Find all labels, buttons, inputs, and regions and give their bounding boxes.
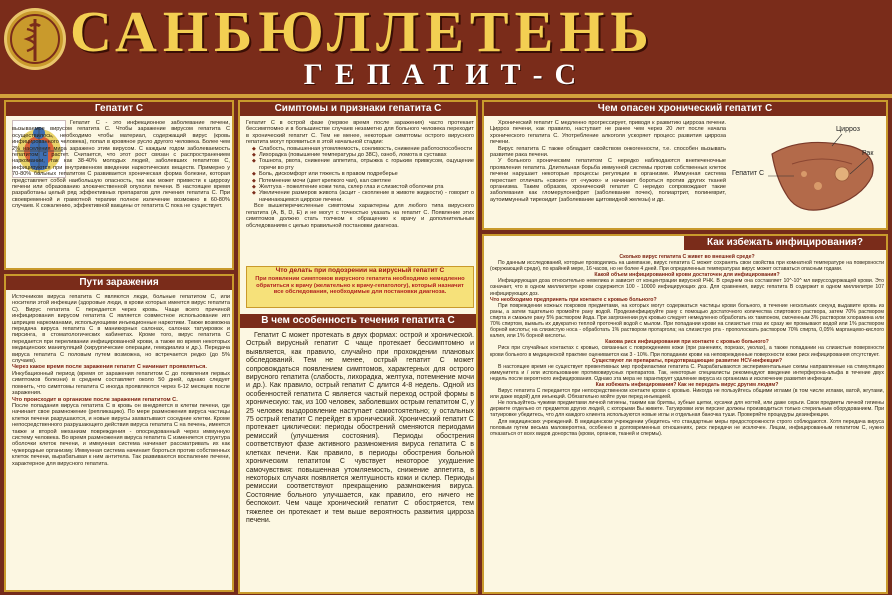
suspicion-title: Что делать при подозрении на вирусный гепатит С: [275, 267, 445, 274]
chronic-paragraph-3: У больного хроническим гепатитом С нередко наблюдаются внепеченочные проявления гепатита. Длительная борьба иммунной системы против собственных клеток печени нарушает некоторые процессы регуляции в организме. Иммунная система перестает отличать «своих» от «чужих» и начинает бороться против других тканей организма. Таким образом, хронический гепатит С нередко сопровождают такие заболевания как гломерулонефрит (заболевание почек), полиартрит, полиневрит, аутоиммунный тиреоидит (заболевание щитовидной железы) и др.: [490, 158, 726, 203]
symptom-item: ◆ Боль, дискомфорт или тяжесть в правом подреберье: [252, 171, 474, 177]
prevention-answer-2: Инфицирующая доза относительно невелика и зависит от концентрации вирусной РНК. В среднем она составляет 10^-10^ мл вируссодержащей крови. Это означает, что в одном миллилитре крови содержится 100 - 10000 инфицирующих доз. Для сравнения, вирус гепатита В содержит в одном миллилитре 107 инфицирующих доз.: [490, 278, 884, 297]
transmission-question-2: Что происходит в организме после заражения гепатитом С.: [12, 396, 178, 403]
prevention-question-2: Какой объем инфицированной крови достаточен для инфицирования?: [594, 272, 780, 279]
prevention-question-4: Какова риск инфицирования при контакте с кровью больного?: [605, 339, 769, 346]
transmission-question-1: Через какое время после заражения гепатит С начинает проявляться.: [12, 364, 207, 371]
symptom-item: ◆ Слабость, повышенная утомляемость, сонливость, снижение работоспособности: [252, 146, 474, 152]
hepatitis-c-heading: Гепатит С: [6, 102, 232, 116]
transmission-paragraph-3: После попадания вируса гепатита С в кровь он внедряется в клетки печени, где начинает свое размножение (репликацию). По мере размножения вируса частицы клетки печени разрушаются, и новые вирусы захватывают соседние клетки. Кроме непосредственного разрушающего действия вируса гепатита С на печень, имеется также и второй механизм повреждения - опосредованный через иммунную систему человека. Во время размножения вируса гепатита С изменяется структура оболочки клеток печени, и иммунная система начинает рассматривать их как чужеродные организму. Иммунная система начинает бороться против собственных клеток печени, вырабатывая к ним антитела. Так развиваются воспаление печени, характерное для вирусного гепатита.: [12, 402, 230, 467]
symptom-item: ◆ Увеличение размеров живота (асцит - скопление в животе жидкости) - говорит о начинающемся циррозе печени.: [252, 190, 474, 203]
hepatitis-c-panel: [4, 100, 234, 270]
suspicion-text: При появлении симптомов вирусного гепатита необходимо немедленно обратиться к врачу (желательно к врачу-гепатологу), который назначит все обследования, необходимые для постановки диагноза.: [255, 276, 465, 296]
chronic-text: [490, 120, 726, 230]
prevention-answer-5: В настоящее время не существует превентивных мер профилактики гепатита С. Разрабатываются экспериментальные схемы направленные на стимуляцию иммунитета и / или использование противовирусных препаратов. Так, некоторые специалисты рекомендуют введение интерферона-альфа в течение двух недель после вероятного инфицирования. Однако эта мера не гарантирует удаление вируса из организма и исключение развития инфекции.: [490, 363, 884, 382]
bulletin-title: САНБЮЛЛЕТЕНЬ: [70, 0, 655, 64]
course-text: Гепатит С может протекать в двух формах: острой и хронической. Острый вирусный гепатит С чаще протекает бессимптомно и выявляется, как правило, случайно при прохождении плановых обследований. Тем не менее, острый гепатит С может сопровождаться появлением симптомов, характерных для острого вирусного гепатита (слабость, лихорадка, желтуха, потемнение мочи и др.). Как правило, острый гепатит С длится 4-8 недель. Одной из особенностей гепатита С является частый переход острой формы в хроническую: так, из 100 человек, заболевших острым гепатитом С, у 25 человек выздоровление наступает самостоятельно; у остальных 75 острый гепатит С перейдет в хронический. Хронический гепатит С протекает циклически: периоды обострений сменяются периодами ремиссий (улучшения состояния). Периоды обострения соответствуют фазе активного размножения вируса гепатита С в клетках печени. Как правило, в периоды обострения больной хроническим гепатитом С чувствует некоторое ухудшение самочувствия: повышенная утомляемость, снижение аппетита, в некоторых случаях появляется желтушность кожи и склер. Периоды ремиссии соответствуют прекращению размножения вируса. Состояние больного улучшается, как правило, его ничего не беспокоит. Чем чаще хронический гепатит С обостряется, тем тяжелее он протекает и тем выше вероятность развития цирроза печени.: [246, 332, 474, 524]
symptoms-intro: Гепатит С в острой фазе (первое время после заражения) часто протекает бессимптомно и в большинстве случаев незаметно для больного человека переходит в хронический гепатит С. Тем не менее, некоторые симптомы острого вирусного гепатита могут проявиться в этой начальной стадии:: [246, 120, 474, 146]
transmission-paragraph-1: Источником вируса гепатита С являются люди, больные гепатитом С, или носители этой инфекции (здоровые люди, в крови которых имеется вирус гепатита С). Вирус гепатита С передается через кровь. Чаще всего причиной инфицирования вирусом гепатита С является совместное использование игл шприцев наркоманами, использующими инъекционные наркотики. Также возможна передача вируса гепатита С в маникюрных салонах, салонах татуировок и пирсинга, в стоматологических кабинетах. Кроме того, вирус гепатита С передается при переливании инфицированной крови, а также во время некоторых медицинских манипуляций (хирургические операции, гемодиализ и др.). Передача вируса гепатита С половым путем возможна, но встречается редко (до 5% случаев).: [12, 294, 230, 365]
hepatitis-label: Гепатит С: [732, 170, 765, 177]
symptom-item: ◆ Лихорадка (повышение температуры до 38С), озноб, ломота в суставах: [252, 152, 474, 158]
prevention-question-1: Сколько вирус гепатита С живет во внешней среде?: [619, 254, 755, 260]
transmission-paragraph-2: Инкубационный период (время от заражения гепатитом С до появления первых симптомов болезни) в среднем составляет около 50 дней, однако следует помнить, что симптомы гепатита С иногда проявляются через 6-12 месяцев после заражения.: [12, 370, 230, 397]
cancer-label: Рак: [862, 150, 874, 157]
symptom-item: ◆ Тошнота, рвота, снижение аппетита, отрыжка с горьким привкусом, ощущение горечи во рту: [252, 158, 474, 171]
chronic-paragraph-2: Вирус гепатита С также обладает свойством онкогенности, т.е. способен вызывать развитие рака печени.: [490, 145, 726, 159]
prevention-text: [490, 254, 884, 592]
suspicion-box: [246, 266, 474, 308]
prevention-answer-6: Вирус гепатита С передается при непосредственном контакте крови с кровью. Никогда не пользуйтесь общими иглами (в том числе иглами, ватой, жгутами, или даже водой) для инъекций. Обязательно мойте руки перед инъекцией.: [490, 388, 884, 401]
prevention-answer-1: По данным исследований, которые проводились на шимпанзе, вирус гепатита С может сохранять свои свойства при комнатной температуре на поверхности (окружающей среде), по крайней мере, 16 часов, но не более 4 дней. При определенных температурах вирус может оставаться опасным годами.: [490, 260, 884, 273]
chronic-paragraph-1: Хронический гепатит С медленно прогрессирует, приводя к развитию цирроза печени. Цирроз печени, как правило, наступает не ранее чем через 20 лет после начала хронического гепатита С. Употребление алкоголя ускоряет процесс развития цирроза печени.: [490, 120, 726, 146]
course-heading: В чем особенность течения гепатита С: [240, 314, 476, 328]
transmission-heading: Пути заражения: [6, 276, 232, 290]
prevention-answer-7: Не пользуйтесь чужими предметами личной гигиены, такими как бритвы, зубные щетки, кусачки для ногтей, или даже серьги. Свои предметы личной гигиены держите отдельно от предметов других людей, с которыми Вы живете. Татуировки или пирсинг должны производиться только стерильным оборудованием. При татуировке убедитесь, что для каждого клиента используются новые иглы и отдельная баночка туши. Проверяйте процедуры дезинфекции.: [490, 400, 884, 419]
prevention-answer-3: При повреждении кожных покровов предметами, на которых могут содержаться частицы крови больного, в течение нескольких секунд выдавите кровь из раны, а затем тщательно промойте рану водой. Продезинфицируйте рану с помощью достаточного количества спиртового раствора, затем 70% раствором спирта и смажьте рану 5% раствором йода. При загрязнении рук кровью следует немедленно обработать их тампоном, смоченным 3% раствором хлорамина или 70% спиртом, вымыть их двукратно теплой проточной водой с мылом. При попадании крови на слизистые глаз их сразу же промывают водой или 1% раствором борной кислоты; на слизистую носа - обработать 1% раствором протаргола; на слизистую рта - прополоскать раствором 70% спирта, 0,05% марганцево-кислого калия, или 1% борной кислоты.: [490, 302, 884, 340]
symptoms-outro: Все вышеперечисленные симптомы характерны для любого типа вирусного гепатита (А, В, D, E) и не могут с точностью указать на гепатит С. Появление этих симптомов должно стать толчком к обращению к врачу и дополнительным обследованиям с целью правильной постановки диагноза.: [246, 203, 474, 229]
symptom-item: ◆ Потемнение мочи (цвет крепкого чая), кал светлее: [252, 178, 474, 184]
symptoms-heading: Симптомы и признаки гепатита С: [240, 102, 476, 116]
cirrhosis-label: Цирроз: [836, 126, 860, 133]
prevention-panel: [482, 234, 888, 594]
prevention-question-5: Существуют ли препараты, предотвращающие развитие HCV-инфекции?: [592, 357, 782, 364]
symptoms-list: [246, 146, 474, 204]
chronic-heading: Чем опасен хронический гепатит С: [484, 102, 886, 116]
header: [0, 0, 892, 98]
symptoms-text: [246, 120, 474, 264]
liver-illustration: [732, 124, 884, 226]
symptoms-panel: [238, 100, 478, 594]
symptom-item: ◆ Желтуха - пожелтение кожи тела, склер глаз и слизистой оболочки рта: [252, 184, 474, 190]
prevention-heading: Как избежать инфицирования?: [684, 236, 886, 250]
header-divider: [0, 94, 892, 98]
prevention-answer-8: Для медицинских учреждений. В медицинском учреждении убедитесь что стандартные меры предосторожности строго соблюдаются. Хотя передача вируса половым путем весьма маловероятна, особенно в долговременных отношениях, риск передачи не исключен. Лицам, инфицированным гепатитом С, нужно отказаться от всех видов донорства (крови, органов, тканей и спермы).: [490, 418, 884, 437]
bulletin-subtitle: ГЕПАТИТ-С: [303, 58, 589, 91]
chronic-panel: [482, 100, 888, 230]
prevention-question-6: Как избежать инфицирования? Как не передать вирус другим людям?: [595, 381, 779, 388]
prevention-answer-4: Риск при случайных контактах с кровью, связанных с повреждением кожи (при ранениях, порезах, уколах), а также попадании на слизистые поверхности крови больного в медицинской практике оценивается как 3 - 10%. При попадании крови на неповрежденные поверхности кожи риск инфицирования отсутствует.: [490, 345, 884, 358]
prevention-question-3: Что необходимо предпринять при контакте с кровью больного?: [490, 296, 657, 303]
transmission-text: [12, 294, 230, 590]
hepatitis-c-text: Гепатит С - это инфекционное заболевание печени, вызываемое вирусом гепатита С. Чтобы заражение вирусом гепатита С осуществилось, необходимо чтобы материал, содержащий вирус (кровь инфицированного человека), попал в кровяное русло другого человека. Более чем 2% населения мира заражено этим вирусом. С каждым годом заболеваемость гепатитом С растет. Считается, что этот рост связан с распространением наркомании, так как 38-40% молодых людей, заболевших гепатитом С, инфицируются при внутривенном введении наркотических веществ. Примерно у 70-80% больных гепатитом С развивается хроническая форма болезни, которая представляет собой наибольшую опасность, так как может привести к циррозу печени или образованию злокачественной опухоли печени. В настоящее время разработаны целый ряд эффективных препаратов для лечения гепатита С. При своевременной и грамотной терапии полное излечение возможно в 60-80% случаев. К сожалению, эффективной вакцины от гепатита С пока не существует.: [12, 120, 230, 210]
transmission-panel: [4, 274, 234, 592]
